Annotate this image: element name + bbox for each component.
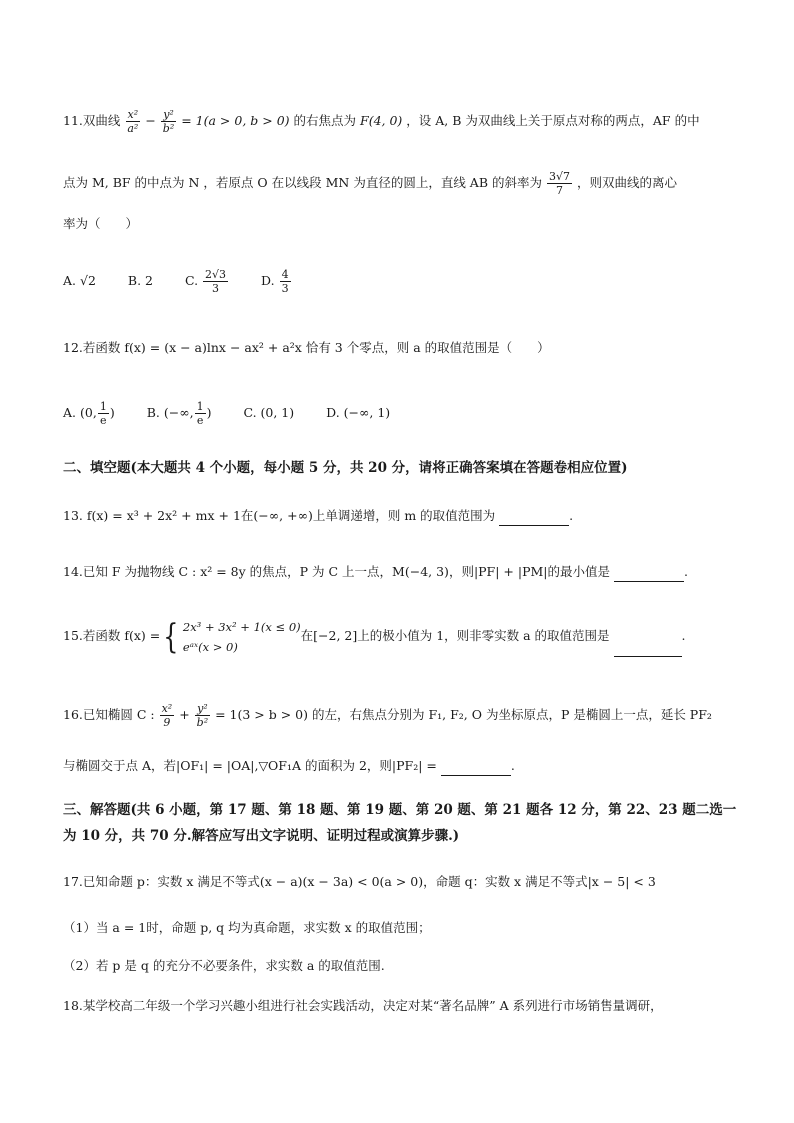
q13-text: 13. f(x) = x³ + 2x² + mx + 1在(−∞, +∞)上单调递增，则 m 的取值范围为 [63,508,496,523]
q12-options [63,400,734,427]
q15-brace: { [163,616,179,657]
q11-line2-prefix: 点为 M, BF 的中点为 N ，若原点 O 在以线段 MN 为直径的圆上，直线 AB 的斜率为 [63,175,542,190]
q13: 13. f(x) = x³ + 2x² + mx + 1在(−∞, +∞)上单调递增，则 m 的取值范围为 . [63,506,734,526]
q16-line2-text: 与椭圆交于点 A，若|OF₁| = |OA|,▽OF₁A 的面积为 2，则|PF₂| = [63,758,437,773]
q11-suffix: ，设 A, B 为双曲线上关于原点对称的两点，AF 的中 [406,113,700,128]
q11-focus: F(4, 0) [360,113,403,128]
q17-part1: （1）当 a = 1时，命题 p, q 均为真命题，求实数 x 的取值范围； [63,920,431,935]
q16-frac-y: $\frac{\text{y²}}{\text{b²}}$ [196,702,209,729]
q16-line1: 16.已知椭圆 C : $\frac{\text{x²}}{9}$ + $\frac{\text{y²}}{\text{b²}}$ = 1(3 > b > 0) 的左，右焦点分别为 F₁, F₂, O 为坐标原点，P 是椭圆上一点，延长 PF₂ [63,702,712,729]
q11-option-a[interactable]: A. √2 [63,273,96,288]
q11-line3: 率为（ ） [63,216,139,231]
q11-option-b[interactable]: B. 2 [127,273,153,288]
q15-suffix: 在[−2, 2]上的极小值为 1，则非零实数 a 的取值范围是 [300,628,610,643]
q12-option-c[interactable]: C. (0, 1) [243,405,295,420]
q11-option-c[interactable]: C. $\frac{2√3}{3}$ [184,268,227,295]
q16-frac-x: $\frac{\text{x²}}{9}$ [161,702,173,729]
q12-option-d[interactable]: D. (−∞, 1) [326,405,391,420]
q16-line2: 与椭圆交于点 A，若|OF₁| = |OA|,▽OF₁A 的面积为 2，则|PF₂| = . [63,756,734,776]
q11-line2-suffix: ，则双曲线的离心 [576,175,677,190]
q13-answer-blank[interactable] [499,511,569,526]
q15-answer-blank[interactable] [614,642,682,657]
q11-line1: 11.双曲线 $\frac{\text{x²}}{\text{a²}}$ − $\frac{\text{y²}}{\text{b²}}$ = 1(a > 0, b > 0) 的右焦点为 F(4, 0) ，设 A, B 为双曲线上关于原点对称的两点，AF 的中 [63,108,700,135]
q16-prefix: 16.已知椭圆 C : [63,707,155,722]
q12-option-a[interactable]: A. (0, $\frac{1}{e}$ ) [63,400,115,427]
q16-equation: = 1(3 > b > 0) 的左，右焦点分别为 F₁, F₂, O 为坐标原点，P 是椭圆上一点，延长 PF₂ [215,707,712,722]
q12-text: 12.若函数 f(x) = (x − a)lnx − ax² + a²x 恰有 3 个零点，则 a 的取值范围是（ ） [63,340,550,355]
q11-frac-y: $\frac{\text{y²}}{\text{b²}}$ [162,108,175,135]
q14-answer-blank[interactable] [614,567,684,582]
section3-heading-line2: 为 10 分，共 70 分.解答应写出文字说明、证明过程或演算步骤.) [63,828,460,844]
q14-text: 14.已知 F 为抛物线 C : x² = 8y 的焦点，P 为 C 上一点，M(−4, 3)，则|PF| + |PM|的最小值是 [63,564,610,579]
q11-frac-x: $\frac{\text{x²}}{\text{a²}}$ [127,108,139,135]
q11-prefix: 11.双曲线 [63,113,121,128]
q11-mid: 的右焦点为 [293,113,357,128]
q11-slope: $\frac{3√7}{7}$ [548,170,570,197]
q15: 15.若函数 f(x) ={ 2x³ + 3x² + 1(x ≤ 0) eᵃˣ(x > 0) 在[−2, 2]上的极小值为 1，则非零实数 a 的取值范围是 . [63,616,686,657]
q12-option-b[interactable]: B. (−∞, $\frac{1}{e}$ ) [146,400,212,427]
q17-part2: （2）若 p 是 q 的充分不必要条件，求实数 a 的取值范围. [63,958,385,973]
q15-prefix: 15.若函数 f(x) = [63,628,161,643]
q16-answer-blank[interactable] [441,761,511,776]
q17-text: 17.已知命题 p：实数 x 满足不等式(x − a)(x − 3a) < 0(a > 0)，命题 q：实数 x 满足不等式|x − 5| < 3 [63,874,656,889]
section2-heading: 二、填空题(本大题共 4 个小题，每小题 5 分，共 20 分，请将正确答案填在答题卷相应位置) [63,460,628,476]
q15-cases: 2x³ + 3x² + 1(x ≤ 0) eᵃˣ(x > 0) [182,619,301,654]
q11-equation: = 1(a > 0, b > 0) [181,113,290,128]
q11-line2 [63,170,734,197]
q11-options [63,268,734,295]
q18-text: 18.某学校高二年级一个学习兴趣小组进行社会实践活动，决定对某“著名品牌” A 系列进行市场销售量调研， [63,998,663,1013]
q11-option-d[interactable]: D. $\frac{4}{3}$ [261,268,289,295]
section3-heading-line1: 三、解答题(共 6 小题，第 17 题、第 18 题、第 19 题、第 20 题、第 21 题各 12 分，第 22、23 题二选一 [63,802,737,818]
q14: 14.已知 F 为抛物线 C : x² = 8y 的焦点，P 为 C 上一点，M(−4, 3)，则|PF| + |PM|的最小值是 . [63,562,734,582]
